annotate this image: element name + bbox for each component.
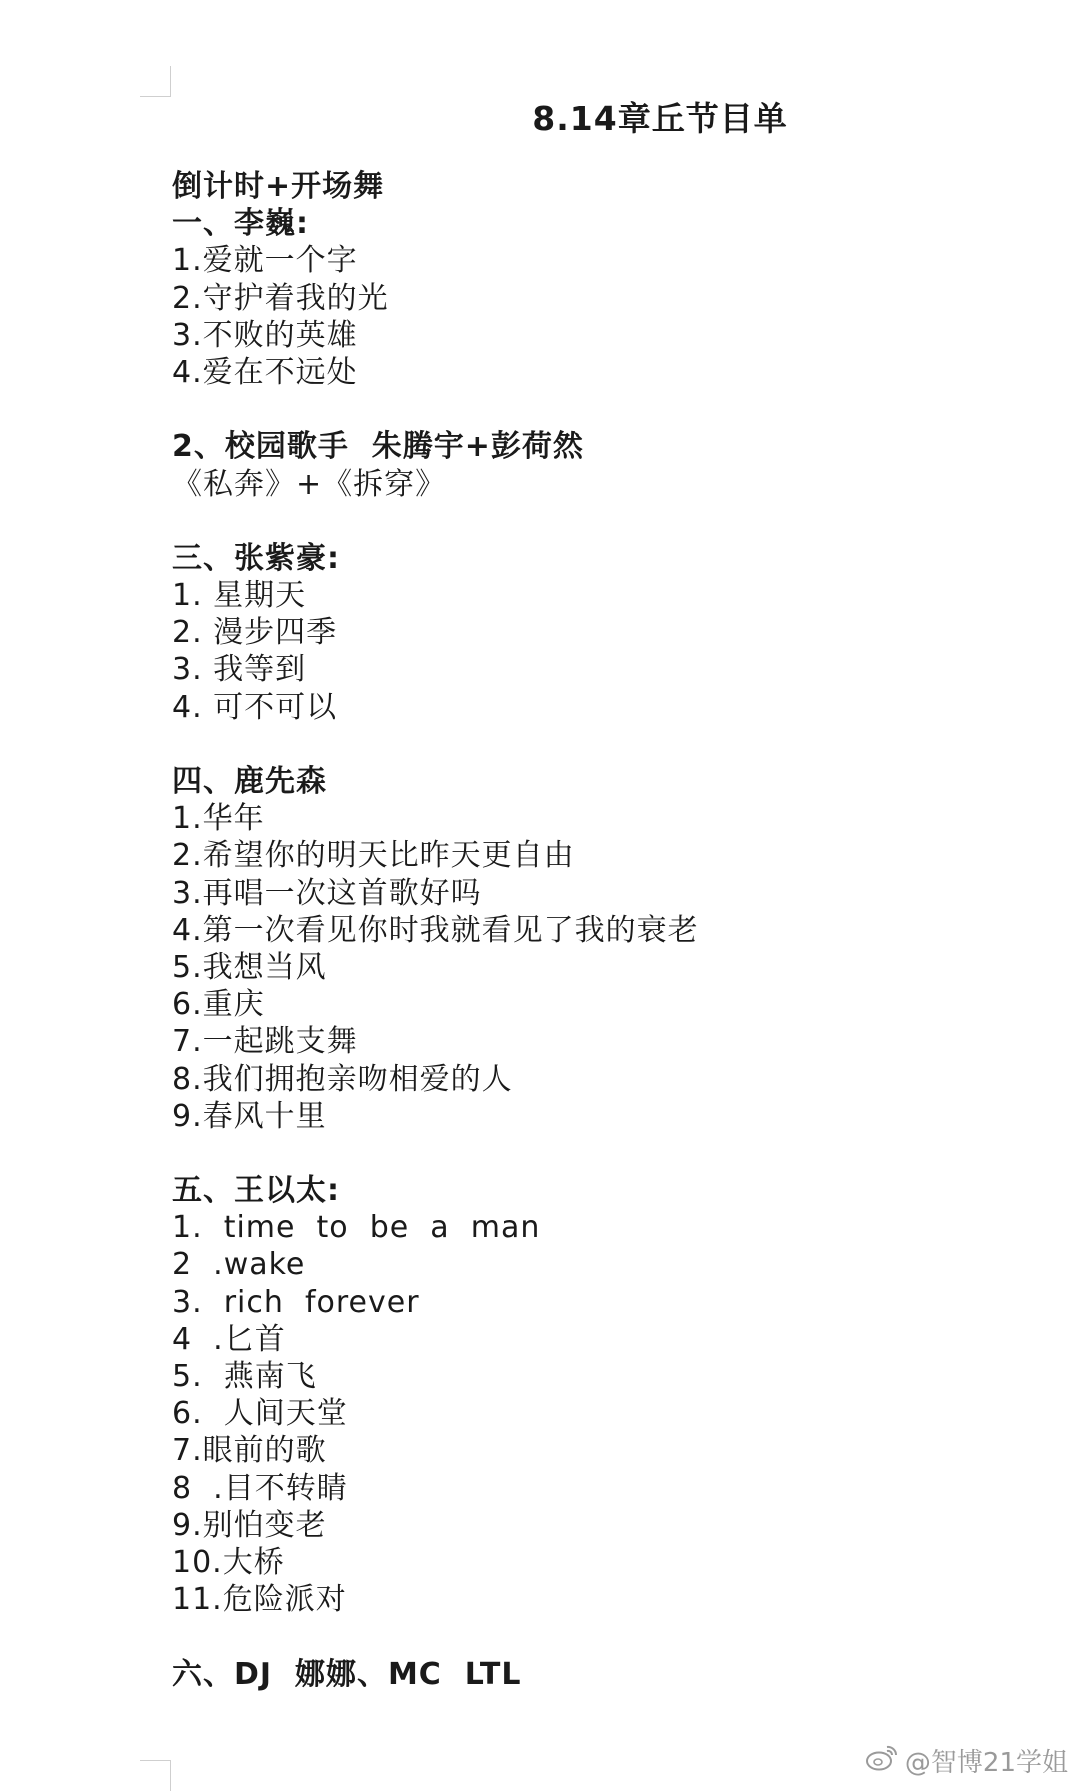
song-item: 6.重庆: [172, 987, 265, 1023]
song-item: 8 .目不转睛: [172, 1470, 348, 1506]
blank-line: [172, 391, 1052, 428]
blank-line: [172, 1618, 1052, 1655]
song-item: 3. 我等到: [172, 652, 307, 688]
song-item: 4. 可不可以: [172, 689, 338, 725]
song-item: 7.眼前的歌: [172, 1433, 327, 1469]
section-heading: 一、李巍:: [172, 206, 309, 242]
section-heading: 六、DJ 娜娜、MC LTL: [172, 1656, 522, 1692]
song-item: 4 .匕首: [172, 1321, 286, 1357]
section-heading: 五、王以太:: [172, 1173, 340, 1209]
song-item: 5.我想当风: [172, 949, 327, 985]
song-item: 5. 燕南飞: [172, 1359, 317, 1394]
song-item: 2. 漫步四季: [172, 615, 338, 651]
song-item: 2.守护着我的光: [172, 280, 389, 316]
song-item: 10.大桥: [172, 1544, 285, 1580]
song-item: 3. rich forever: [172, 1284, 420, 1320]
song-item: 《私奔》+《拆穿》: [172, 466, 447, 502]
section-heading: 四、鹿先森: [172, 764, 327, 799]
song-item: 4.第一次看见你时我就看见了我的衰老: [172, 912, 699, 948]
section-heading: 2、校园歌手 朱腾宇+彭荷然: [172, 429, 584, 465]
blank-line: [172, 1135, 1052, 1172]
blank-line: [172, 726, 1052, 763]
song-item: 3.不败的英雄: [172, 317, 358, 353]
blank-line: [172, 503, 1052, 540]
page-corner-mark-bottom: [140, 1760, 171, 1791]
song-item: 1. time to be a man: [172, 1210, 541, 1246]
weibo-icon: [865, 1742, 899, 1779]
song-item: 7.一起跳支舞: [172, 1024, 358, 1060]
song-item: 1.华年: [172, 801, 265, 837]
section-heading: 三、张紫豪:: [172, 540, 340, 576]
song-item: 1.爱就一个字: [172, 243, 358, 279]
song-item: 2.希望你的明天比昨天更自由: [172, 838, 575, 874]
program-list: [172, 168, 1052, 1693]
song-item: 9.春风十里: [172, 1098, 327, 1134]
song-item: 2 .wake: [172, 1247, 306, 1283]
section-heading: 倒计时+开场舞: [172, 169, 385, 204]
song-item: 8.我们拥抱亲吻相爱的人: [172, 1061, 513, 1097]
song-item: 4.爱在不远处: [172, 354, 358, 390]
song-item: 1. 星期天: [172, 578, 307, 614]
song-item: 6. 人间天堂: [172, 1396, 348, 1432]
song-item: 11.危险派对: [172, 1582, 347, 1618]
song-item: 3.再唱一次这首歌好吗: [172, 875, 482, 911]
document-title: 8.14章丘节目单: [532, 99, 788, 138]
song-item: 9.别怕变老: [172, 1507, 327, 1543]
watermark-text: @智博21学姐: [904, 1748, 1068, 1778]
watermark: [865, 1742, 1068, 1779]
